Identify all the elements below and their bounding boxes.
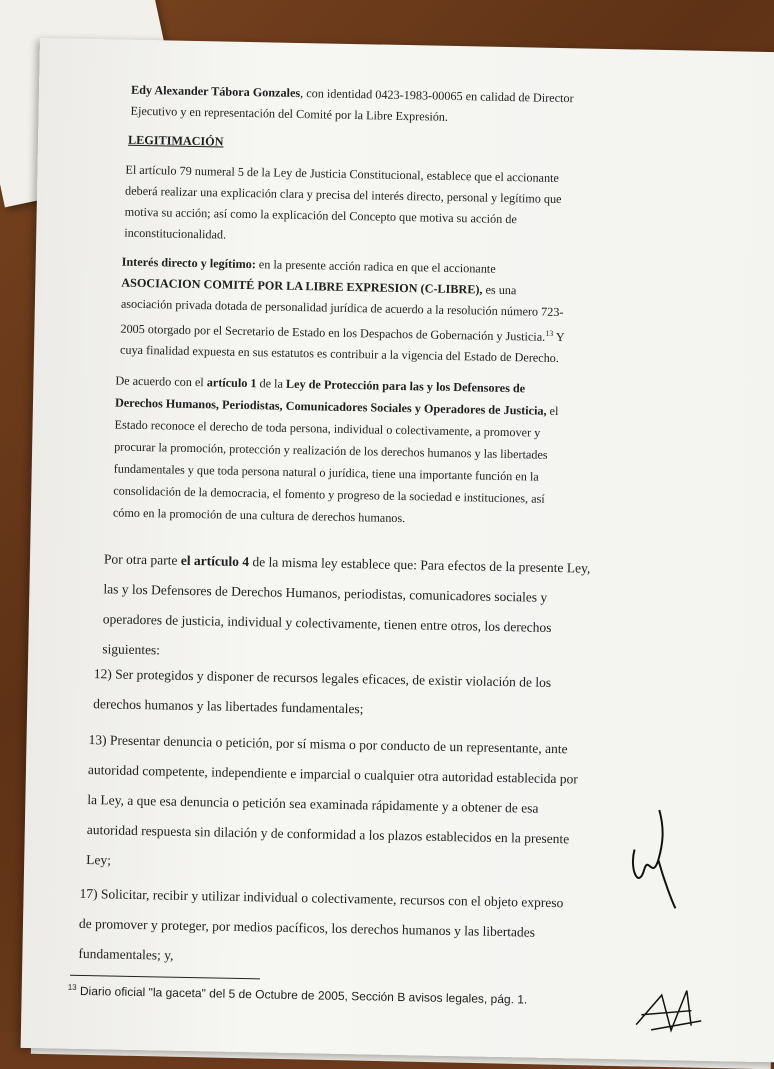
footnote-ref: 13	[545, 328, 554, 338]
list-item-17: 17) Solicitar, recibir y utilizar individual o colectivamente, recursos con el objeto expreso de promover y proteger, por medios pacíficos, los derechos humanos y las libertades fundamentales; y,	[78, 885, 564, 963]
document-page	[21, 38, 774, 1062]
p1-line: inconstitucionalidad.	[124, 225, 227, 242]
p1-line: motiva su acción; así como la explicación del Concepto que motiva su acción de	[124, 204, 517, 227]
paragraph-4: Por otra parte el artículo 4 de la misma ley establece que: Para efectos de la presente Ley, las y los Defensores de Derechos Humanos, periodistas, comunicadores sociales y operadores de justicia, individual y colectivamente, tienen entre otros, los derechos siguientes:	[102, 551, 591, 658]
p1-line: deberá realizar una explicación clara y precisa del interés directo, personal y legítimo que	[124, 183, 562, 207]
paragraph-2: Interés directo y legítimo: en la presente acción radica en que el accionante ASOCIACION COMITÉ POR LA LIBRE EXPRESION (C-LIBRE), es una asociación privada dotada de personalidad jurídica de acuerdo a la resolución número 723- 2005 otorgado por el Secretario de Estado en los Despachos de Gobernación y Justicia.$^{13}$ Y cuya finalidad expuesta en sus estatutos es contribuir a la vigencia del Estado de Derecho.	[119, 254, 565, 366]
list-item-13: 13) Presentar denuncia o petición, por sí misma o por conducto de un representante, ante autoridad competente, independiente e imparcial o cualquier otra autoridad establecida por la Ley, a que esa denuncia o petición sea examinada rápidamente y a obtener de esa autoridad respuesta sin dilación y de conformidad a los plazos establecidos en la presente Ley;	[86, 732, 578, 868]
footnote-number: 13	[67, 982, 77, 992]
section-heading: LEGITIMACIÓN	[127, 132, 224, 149]
section-title	[128, 130, 224, 153]
footnote-divider	[70, 975, 260, 980]
p1-line: El artículo 79 numeral 5 de la Ley de Justicia Constitucional, establece que el accionante	[125, 162, 560, 185]
footnote	[68, 983, 628, 1009]
footnote-text: Diario oficial "la gaceta" del 5 de Octubre de 2005, Sección B avisos legales, pág. 1.	[76, 983, 528, 1007]
signature-scribble	[631, 985, 712, 1037]
paragraph-3: De acuerdo con el artículo 1 de la Ley de Protección para las y los Defensores de Derechos Humanos, Periodistas, Comunicadores Sociales y Operadores de Justicia, el Estado reconoce el derecho de toda persona, individual o colectivamente, a promover y procurar la promoción, protección y realización de los derechos humanos y las libertades fundamentales y que toda persona natural o jurídica, tiene una importante función en la consolidación de la democracia, el fomento y progreso de la sociedad e instituciones, así cómo en la promoción de una cultura de derechos humanos.	[112, 373, 559, 526]
list-item-12: 12) Ser protegidos y disponer de recursos legales eficaces, de existir violación de los derechos humanos y las libertades fundamentales;	[93, 666, 552, 717]
signature-initials	[623, 789, 685, 910]
header-block	[130, 80, 601, 131]
author-name: Edy Alexander Tábora Gonzales	[130, 82, 301, 101]
paragraph-1	[124, 160, 616, 253]
header-line-1: Edy Alexander Tábora Gonzales, con identidad 0423-1983-00065 en calidad de Director	[130, 82, 574, 106]
header-line-2: Ejecutivo y en representación del Comité por la Libre Expresión.	[130, 103, 449, 124]
